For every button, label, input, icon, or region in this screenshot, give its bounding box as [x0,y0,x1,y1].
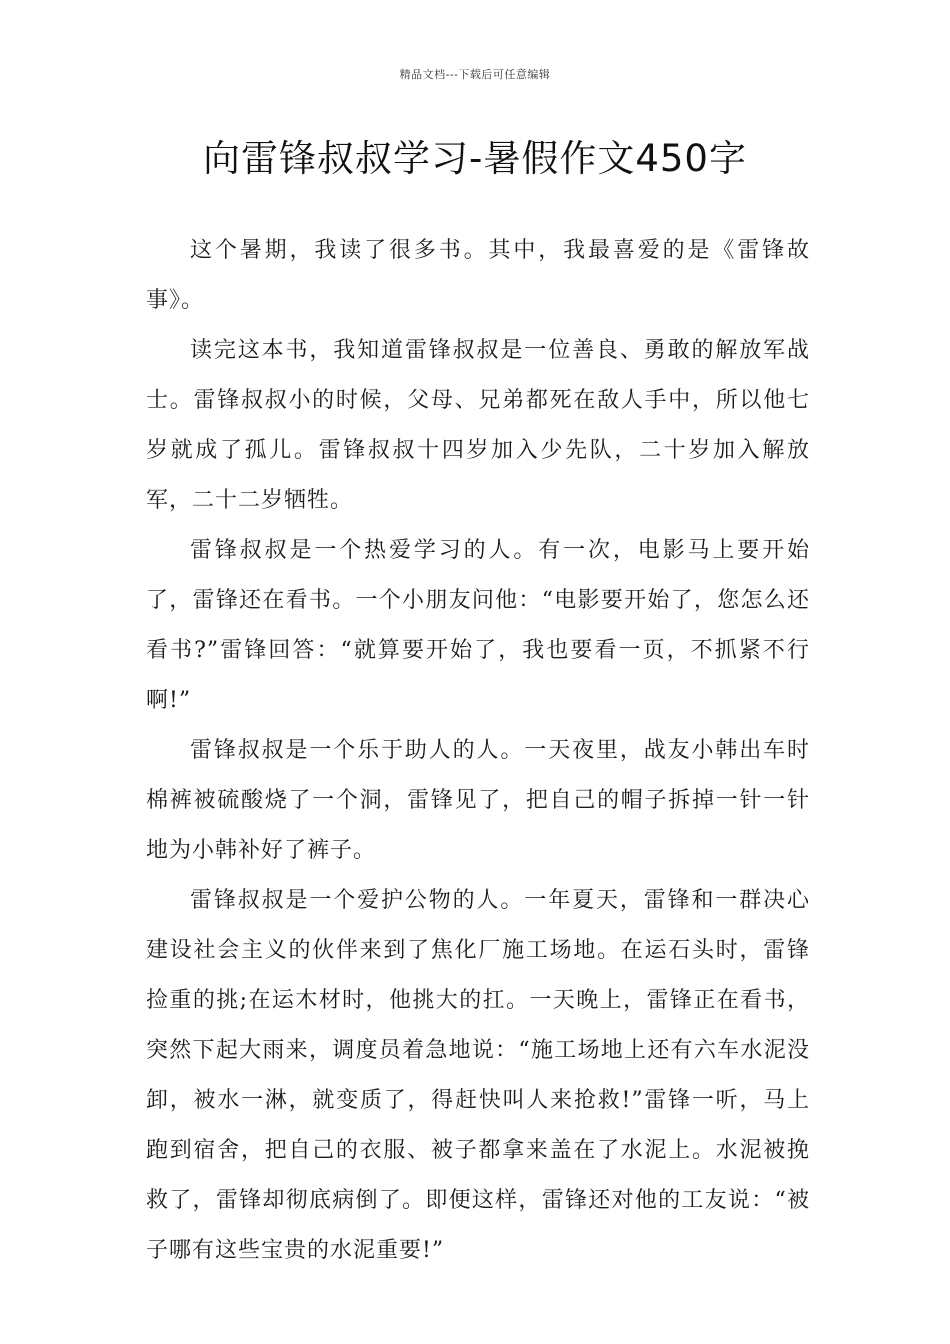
paragraph-3: 雷锋叔叔是一个热爱学习的人。有一次，电影马上要开始了，雷锋还在看书。一个小朋友问他：“电影要开始了，您怎么还看书?”雷锋回答：“就算要开始了，我也要看一页，不抓紧不行啊!” [146,538,810,713]
paragraph-4: 雷锋叔叔是一个乐于助人的人。一天夜里，战友小韩出车时棉裤被硫酸烧了一个洞，雷锋见了，把自己的帽子拆掉一针一针地为小韩补好了裤子。 [146,738,810,863]
paragraph-2: 读完这本书，我知道雷锋叔叔是一位善良、勇敢的解放军战士。雷锋叔叔小的时候，父母、兄弟都死在敌人手中，所以他七岁就成了孤儿。雷锋叔叔十四岁加入少先队，二十岁加入解放军，二十二岁牺牲。 [146,338,810,513]
paragraph-5: 雷锋叔叔是一个爱护公物的人。一年夏天，雷锋和一群决心建设社会主义的伙伴来到了焦化厂施工场地。在运石头时，雷锋捡重的挑;在运木材时，他挑大的扛。一天晚上，雷锋正在看书，突然下起大雨来，调度员着急地说：“施工场地上还有六车水泥没卸，被水一淋，就变质了，得赶快叫人来抢救!”雷锋一听，马上跑到宿舍，把自己的衣服、被子都拿来盖在了水泥上。水泥被挽救了，雷锋却彻底病倒了。即便这样，雷锋还对他的工友说：“被子哪有这些宝贵的水泥重要!” [146,888,810,1263]
header-note: 精品文档---下载后可任意编辑 [399,68,551,81]
page-title: 向雷锋叔叔学习-暑假作文450字 [203,137,747,180]
essay-body [146,226,810,1276]
paragraph-1: 这个暑期，我读了很多书。其中，我最喜爱的是《雷锋故事》。 [146,238,810,313]
